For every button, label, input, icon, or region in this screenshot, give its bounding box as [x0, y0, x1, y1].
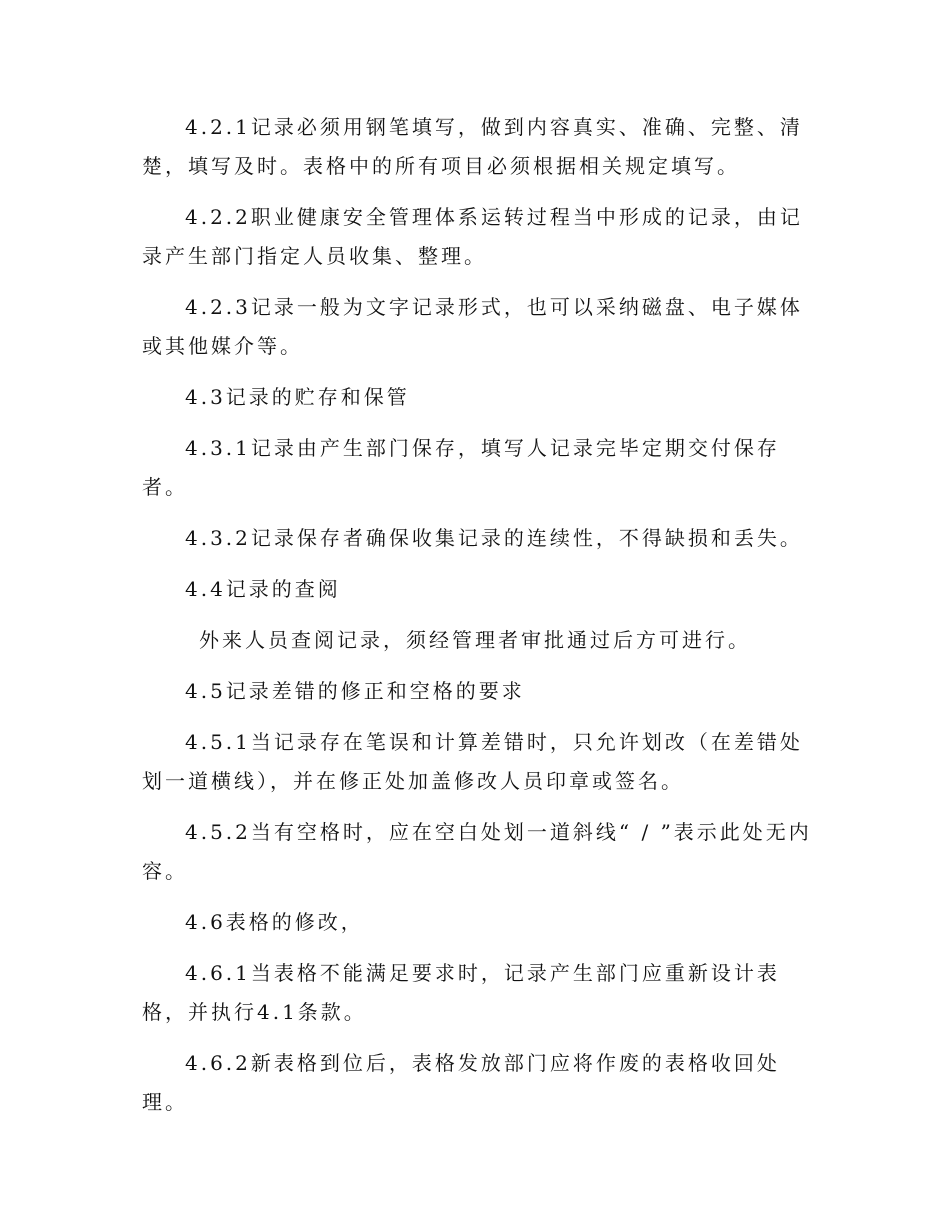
heading-4-6: 4.6表格的修改， — [185, 910, 364, 934]
paragraph-4-3-2: 4.3.2记录保存者确保收集记录的连续性，不得缺损和丢失。 — [185, 526, 803, 550]
heading-4-5: 4.5记录差错的修正和空格的要求 — [185, 679, 525, 703]
paragraph-4-3-1: 4.3.1记录由产生部门保存，填写人记录完毕定期交付保存者。 — [142, 436, 780, 499]
heading-4-3: 4.3记录的贮存和保管 — [185, 385, 410, 409]
paragraph-4-2-2: 4.2.2职业健康安全管理体系运转过程当中形成的记录，由记录产生部门指定人员收集、整理。 — [142, 205, 803, 268]
paragraph-4-5-1: 4.5.1当记录存在笔误和计算差错时，只允许划改（在差错处划一道横线），并在修正处加盖修改人员印章或签名。 — [142, 730, 803, 793]
paragraph-4-4-body: 外来人员查阅记录，须经管理者审批通过后方可进行。 — [199, 628, 751, 652]
paragraph-4-6-1: 4.6.1当表格不能满足要求时，记录产生部门应重新设计表格，并执行4.1条款。 — [142, 961, 780, 1024]
paragraph-4-2-3: 4.2.3记录一般为文字记录形式，也可以采纳磁盘、电子媒体或其他媒介等。 — [142, 295, 803, 358]
heading-4-4: 4.4记录的查阅 — [185, 577, 341, 601]
document-body — [142, 108, 822, 1134]
paragraph-4-5-2: 4.5.2当有空格时，应在空白处划一道斜线“ / ”表示此处无内容。 — [142, 820, 812, 883]
paragraph-4-6-2: 4.6.2新表格到位后，表格发放部门应将作废的表格收回处理。 — [142, 1051, 780, 1114]
paragraph-4-2-1: 4.2.1记录必须用钢笔填写，做到内容真实、准确、完整、清楚，填写及时。表格中的所有项目必须根据相关规定填写。 — [142, 115, 803, 178]
